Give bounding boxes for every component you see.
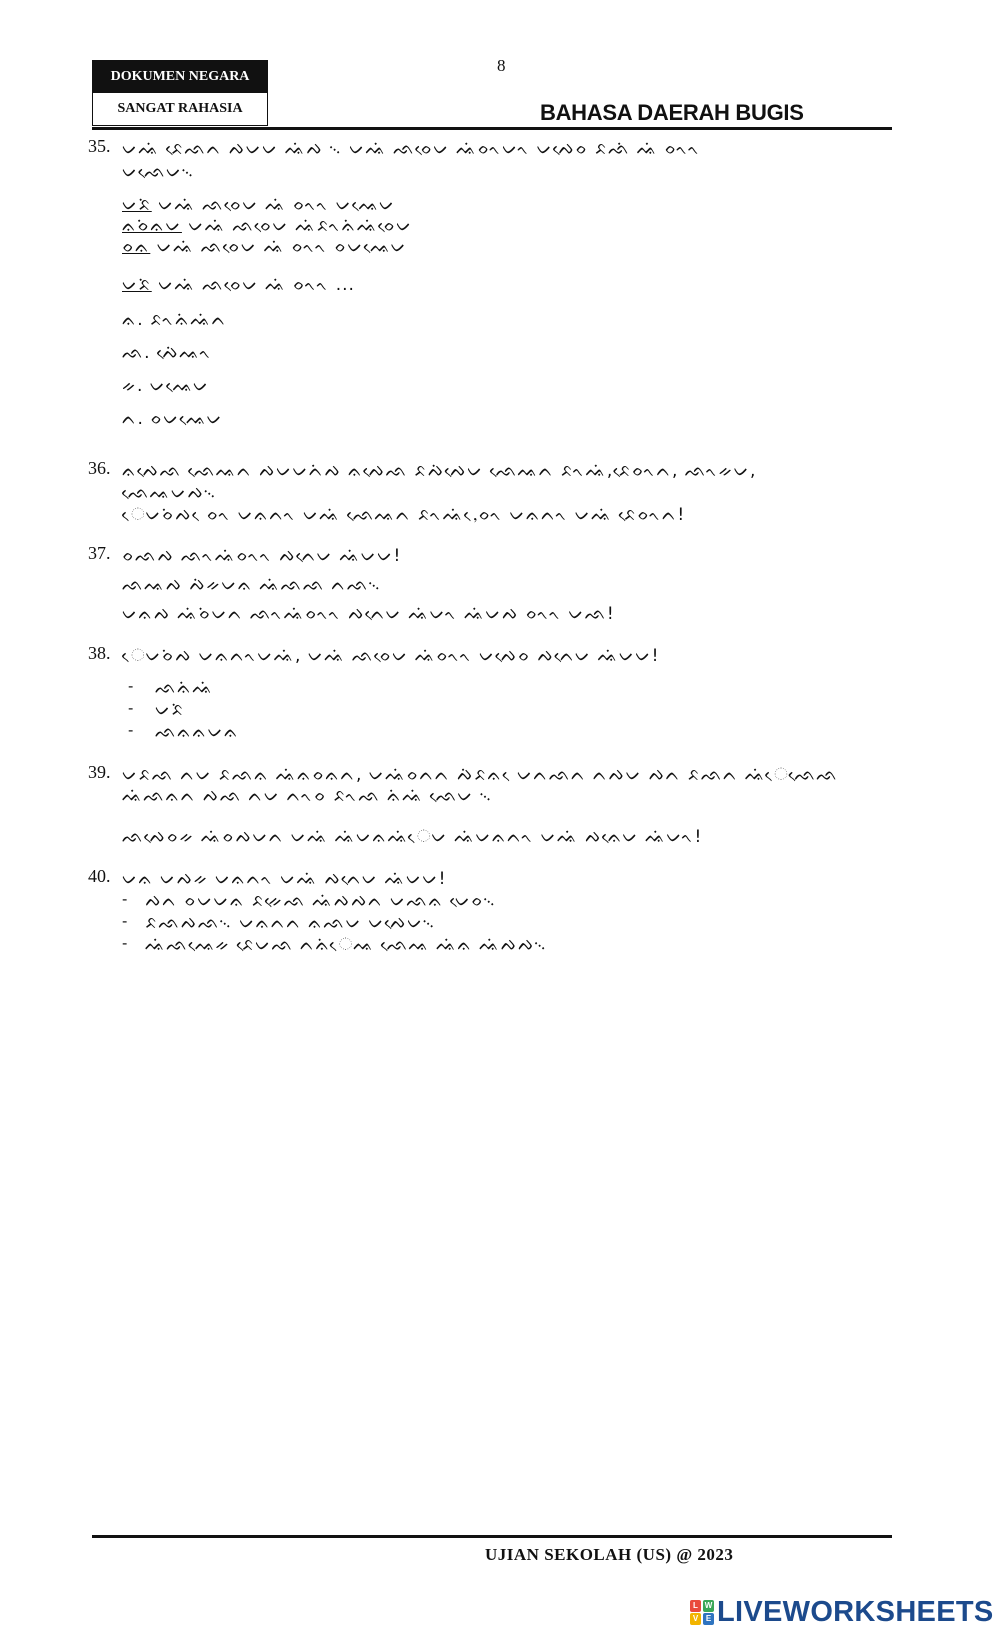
brand-name: LIVEWORKSHEETS: [717, 1596, 994, 1628]
question-text: ᨆᨒᨙᨆ᨞: [122, 162, 196, 182]
question-number: 36.: [88, 458, 111, 478]
example-key: ᨆᨅᨗ: [122, 195, 152, 215]
question-number: 40.: [88, 866, 111, 886]
example-line: [122, 216, 413, 236]
prompt-line: [122, 275, 355, 295]
bullet-dash: -: [128, 678, 134, 695]
question-text: ᨙᨆᨔᨗᨄ ᨆᨊᨈᨚᨆᨕᨗ, ᨆᨕᨗ ᨒᨔᨙᨆ ᨕᨗᨔᨚᨚ ᨆᨄᨙᨔ ᨄᨈᨙᨆ ᨕᨗᨆᨆ!: [122, 646, 660, 666]
bullet-dash: -: [122, 935, 128, 952]
option-a[interactable]: ᨊ. ᨅᨚᨊᨗᨕᨗᨈ: [122, 310, 228, 330]
bullet-item: ᨒᨊᨊᨆᨊ: [155, 722, 240, 742]
bullet-dash: -: [122, 891, 128, 908]
bullet-item: ᨕᨗᨒᨕᨙᨀ ᨅᨙᨆᨒ ᨈᨊᨗᨙᨕ ᨒᨙᨕ ᨕᨗᨊ ᨕᨗᨄᨄ᨞: [145, 935, 548, 955]
question-text: ᨆᨊ ᨆᨄᨀ ᨆᨊᨈᨚ ᨆᨕᨗ ᨄᨈᨙᨆ ᨕᨗᨆᨆ!: [122, 869, 447, 889]
bullet-dash: -: [122, 913, 128, 930]
logo-tile: E: [703, 1613, 714, 1625]
option-d[interactable]: ᨈ. ᨔᨆᨕᨙᨆ: [122, 409, 223, 429]
example-key: ᨔᨊ: [122, 237, 151, 257]
example-key: ᨊᨔᨗᨊᨆ: [122, 216, 182, 236]
prompt-key: ᨆᨅᨗ: [122, 275, 152, 295]
example-line: [122, 237, 407, 257]
question-text: ᨒᨙᨕᨆᨄ᨞: [122, 483, 218, 503]
page-number: 8: [497, 56, 506, 75]
question-text: ᨒᨄᨙᨔᨀ ᨕᨗᨔᨄᨆᨈ ᨆᨕᨗ ᨕᨗᨆᨊᨕᨗᨙᨆ ᨕᨗᨆᨊᨈᨚ ᨆᨕᨗ ᨄᨊᨙᨆ ᨕᨗᨆᨚ!: [122, 827, 703, 847]
bullet-dash: -: [128, 722, 134, 739]
logo-tile: L: [690, 1600, 701, 1612]
option-b[interactable]: ᨒ. ᨄᨙᨗᨕᨚ: [122, 343, 213, 363]
question-text: ᨕᨗᨒᨊᨈ ᨄᨒ ᨈᨆ ᨈᨚᨔ ᨅᨚᨒ ᨊᨗᨕᨗ ᨒᨙᨆ ᨞: [122, 786, 494, 806]
question-number: 38.: [88, 643, 111, 663]
question-number: 39.: [88, 762, 111, 782]
bullet-dash: -: [128, 700, 134, 717]
question-number: 35.: [88, 136, 111, 156]
example-text: ᨆᨕᨗ ᨒᨔᨙᨆ ᨕᨗ ᨔᨚᨚ ᨆᨕᨙᨆ: [158, 195, 396, 215]
example-line: [122, 195, 395, 215]
example-text: ᨆᨕᨗ ᨒᨔᨙᨆ ᨕᨗ ᨔᨚᨚ ᨔᨆᨕᨙᨆ: [156, 237, 407, 257]
logo-tile: V: [690, 1613, 701, 1625]
question-text: ᨔᨒᨄ ᨒᨚᨕᨗᨔᨚᨚ ᨄᨈᨙᨆ ᨕᨗᨆᨆ!: [122, 546, 402, 566]
bullet-item: ᨆᨅᨗ: [155, 700, 185, 720]
footer-divider: [92, 1535, 892, 1538]
question-number: 37.: [88, 543, 111, 563]
option-c[interactable]: ᨀ. ᨆᨕᨙᨆ: [122, 376, 210, 396]
example-text: ᨆᨕᨗ ᨒᨔᨙᨆ ᨕᨗᨅᨚᨊᨗᨕᨗᨔᨙᨆ: [188, 216, 413, 236]
bullet-item: ᨄᨈ ᨔᨆᨆᨊ ᨅᨀᨙᨒ ᨕᨗᨄᨄᨈ ᨆᨒᨊ ᨆᨙᨔ᨞: [145, 891, 497, 911]
subject-title: BAHASA DAERAH BUGIS: [540, 100, 804, 125]
bullet-item: ᨅᨒᨄᨒ᨞ ᨆᨊᨈᨈ ᨊᨒᨆ ᨆᨄᨙᨆ᨞: [145, 913, 437, 933]
doc-label: DOKUMEN NEGARA: [93, 61, 267, 93]
liveworksheets-brand[interactable]: [690, 1596, 994, 1629]
exam-label: UJIAN SEKOLAH (US) @ 2023: [485, 1545, 734, 1564]
prompt-text: ᨆᨕᨗ ᨒᨔᨙᨆ ᨕᨗ ᨔᨚᨚ ...: [158, 275, 355, 295]
classification-box: [92, 60, 268, 126]
question-text: ᨆᨕᨗ ᨅᨙᨒᨈ ᨄᨆᨆ ᨕᨗᨄ ᨞ ᨆᨕᨗ ᨒᨔᨙᨆ ᨕᨗᨔᨚᨆᨚ ᨆᨄᨙᨔ ᨅᨒᨗ ᨕᨗ ᨔᨚᨚ: [122, 139, 701, 159]
bullet-item: ᨒᨊᨗᨕᨗ: [155, 678, 214, 698]
question-text: ᨊᨄᨙᨒ ᨒᨙᨕᨈ ᨄᨆᨆᨈᨗᨄ ᨊᨄᨙᨒ ᨅᨄᨗᨄᨙᨆ ᨒᨙᨕᨈ ᨅᨚᨕᨗ,ᨅᨙᨔᨚᨈ, ᨒᨚᨀᨆ,: [122, 461, 757, 481]
secrecy-label: SANGAT RAHASIA: [93, 93, 267, 125]
question-text: ᨒᨕᨄ ᨄᨗᨀᨆᨊ ᨕᨗᨒᨒ ᨈᨒ᨞: [122, 575, 382, 595]
question-text: ᨆᨊᨄ ᨕᨗᨔᨗᨆᨈ ᨒᨚᨕᨗᨔᨚᨚ ᨄᨈᨙᨆ ᨕᨗᨆᨚ ᨕᨗᨆᨄ ᨔᨚᨚ ᨆᨒ!: [122, 604, 615, 624]
question-text: ᨙᨆᨔᨗᨄ ᨙᨔᨚ ᨆᨊᨈᨚ ᨆᨕᨗ ᨒᨙᨕᨈ ᨅᨚᨕᨗ,ᨙᨔᨚ ᨆᨊᨈᨚ ᨆᨕᨗ ᨅᨙᨔᨚᨈ!: [122, 505, 686, 525]
question-text: ᨆᨅᨒ ᨈᨆ ᨅᨒᨊ ᨕᨗᨊᨔᨊᨈ, ᨆᨕᨗᨔᨈᨈ ᨄᨗᨅᨊ ᨙᨆᨈᨒᨈ ᨈᨄᨆ ᨄᨈ ᨅᨒᨈ ᨕᨗᨙᨒᨙᨒ: [122, 765, 839, 785]
liveworksheets-logo-icon: [690, 1600, 714, 1626]
header-divider: [92, 127, 892, 130]
logo-tile: W: [704, 1600, 713, 1610]
